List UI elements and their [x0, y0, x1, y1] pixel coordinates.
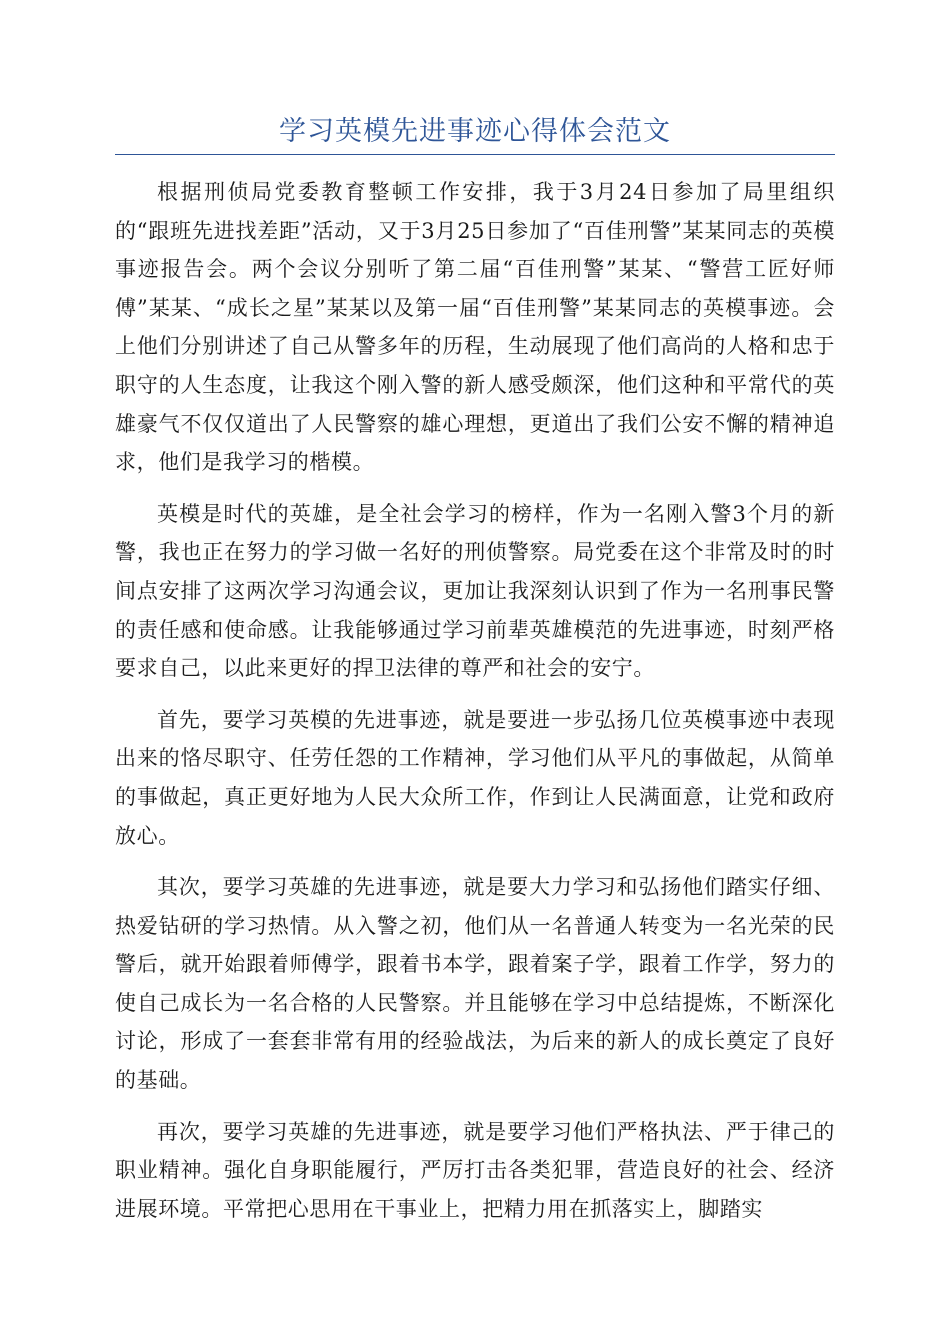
- paragraph-5: 再次，要学习英雄的先进事迹，就是要学习他们严格执法、严于律己的职业精神。强化自身职能履行，严厉打击各类犯罪，营造良好的社会、经济进展环境。平常把心思用在干事业上，把精力用在抓落实上，脚踏实: [115, 1119, 835, 1221]
- document-body: [115, 173, 835, 1241]
- paragraph-1: 根据刑侦局党委教育整顿工作安排，我于3月24日参加了局里组织的“跟班先进找差距”活动，又于3月25日参加了“百佳刑警”某某同志的英模事迹报告会。两个会议分别听了第二届“百佳刑警”某某、“警营工匠好师傅”某某、“成长之星”某某以及第一届“百佳刑警”某某同志的英模事迹。会上他们分别讲述了自己从警多年的历程，生动展现了他们高尚的人格和忠于职守的人生态度，让我这个刚入警的新人感受颇深，他们这种和平常代的英雄豪气不仅仅道出了人民警察的雄心理想，更道出了我们公安不懈的精神追求，他们是我学习的楷模。: [115, 180, 835, 475]
- paragraph-2: 英模是时代的英雄，是全社会学习的榜样，作为一名刚入警3个月的新警，我也正在努力的学习做一名好的刑侦警察。局党委在这个非常及时的时间点安排了这两次学习沟通会议，更加让我深刻认识到了作为一名刑事民警的责任感和使命感。让我能够通过学习前辈英雄模范的先进事迹，时刻严格要求自己，以此来更好的捍卫法律的尊严和社会的安宁。: [115, 501, 835, 681]
- paragraph-3: 首先，要学习英模的先进事迹，就是要进一步弘扬几位英模事迹中表现出来的恪尽职守、任劳任怨的工作精神，学习他们从平凡的事做起，从简单的事做起，真正更好地为人民大众所工作，作到让人民满面意，让党和政府放心。: [115, 707, 835, 848]
- title-underline: [115, 154, 835, 155]
- document-title: 学习英模先进事迹心得体会范文: [279, 116, 671, 147]
- paragraph-4: 其次，要学习英雄的先进事迹，就是要大力学习和弘扬他们踏实仔细、热爱钻研的学习热情。从入警之初，他们从一名普通人转变为一名光荣的民警后，就开始跟着师傅学，跟着书本学，跟着案子学，跟着工作学，努力的使自己成长为一名合格的人民警察。并且能够在学习中总结提炼，不断深化讨论，形成了一套套非常有用的经验战法，为后来的新人的成长奠定了良好的基础。: [115, 875, 835, 1093]
